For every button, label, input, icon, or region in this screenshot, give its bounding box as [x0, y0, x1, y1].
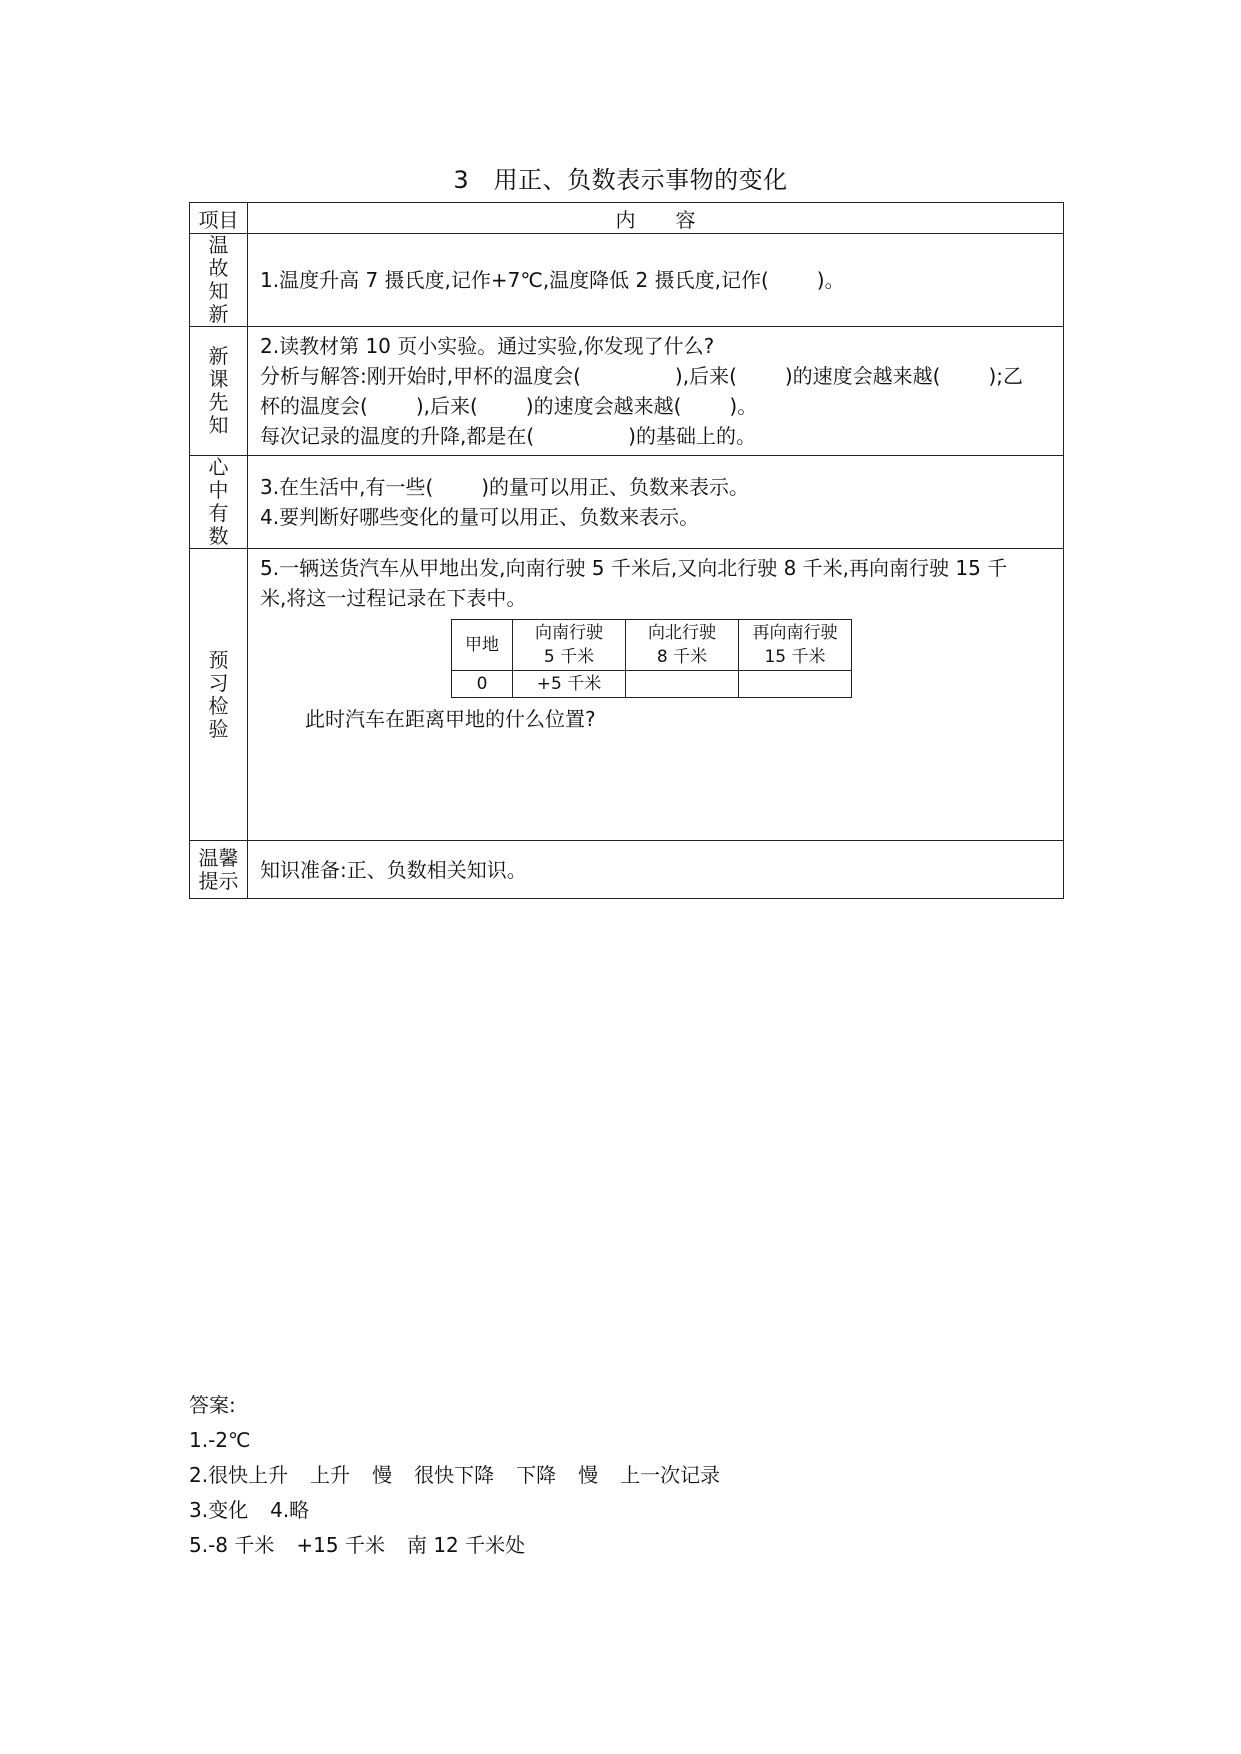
row-mind [190, 456, 1064, 549]
row-label-mind: 心 中 有 数 [190, 456, 248, 549]
analysis-line-2: 杯的温度会( ),后来( )的速度会越来越( )。 [260, 394, 758, 418]
answer-3-4: 3.变化 4.略 [189, 1498, 310, 1522]
answer-section [189, 1388, 720, 1563]
check-content [248, 549, 1064, 841]
answer-2: 2.很快上升 上升 慢 很快下降 下降 慢 上一次记录 [189, 1463, 721, 1487]
trip-header-cell: 再向南行驶 15 千米 [739, 620, 852, 671]
question-3: 3.在生活中,有一些( )的量可以用正、负数来表示。 [260, 475, 750, 499]
row-label-tip: 温馨 提示 [190, 841, 248, 899]
preview-content [248, 327, 1064, 456]
trip-value-cell: 0 [452, 671, 513, 698]
question-2: 2.读教材第 10 页小实验。通过实验,你发现了什么? [260, 334, 715, 358]
trip-header-cell: 向南行驶 5 千米 [513, 620, 626, 671]
header-content: 内 容 [248, 203, 1064, 234]
analysis-line-3: 每次记录的温度的升降,都是在( )的基础上的。 [260, 424, 756, 448]
tip-content: 知识准备:正、负数相关知识。 [248, 841, 1064, 899]
question-5: 5.一辆送货汽车从甲地出发,向南行驶 5 千米后,又向北行驶 8 千米,再向南行驶 15 千 [260, 556, 1008, 580]
row-review [190, 234, 1064, 327]
trip-header-cell: 甲地 [452, 620, 513, 671]
question-5-ask: 此时汽车在距离甲地的什么位置? [305, 707, 596, 731]
trip-value-cell [626, 671, 739, 698]
review-content: 1.温度升高 7 摄氏度,记作+7℃,温度降低 2 摄氏度,记作( )。 [248, 234, 1064, 327]
mind-content [248, 456, 1064, 549]
row-check [190, 549, 1064, 841]
study-table [189, 202, 1064, 899]
row-label-review: 温 故 知 新 [190, 234, 248, 327]
header-item: 项目 [190, 203, 248, 234]
trip-header-cell: 向北行驶 8 千米 [626, 620, 739, 671]
trip-value-cell [739, 671, 852, 698]
trip-header-row [452, 620, 852, 671]
answer-5: 5.-8 千米 +15 千米 南 12 千米处 [189, 1533, 526, 1557]
question-4: 4.要判断好哪些变化的量可以用正、负数来表示。 [260, 505, 700, 529]
header-row [190, 203, 1064, 234]
trip-value-cell: +5 千米 [513, 671, 626, 698]
row-label-check: 预 习 检 验 [190, 549, 248, 841]
analysis-line-1: 分析与解答:刚开始时,甲杯的温度会( ),后来( )的速度会越来越( );乙 [260, 364, 1024, 388]
page-title: 3 用正、负数表示事物的变化 [453, 166, 788, 194]
answer-heading: 答案: [189, 1393, 236, 1417]
answer-1: 1.-2℃ [189, 1428, 251, 1452]
question-5-cont: 米,将这一过程记录在下表中。 [260, 586, 527, 610]
trip-value-row [452, 671, 852, 698]
trip-record-table [451, 619, 852, 698]
row-preview [190, 327, 1064, 456]
row-label-preview: 新 课 先 知 [190, 327, 248, 456]
row-tip [190, 841, 1064, 899]
